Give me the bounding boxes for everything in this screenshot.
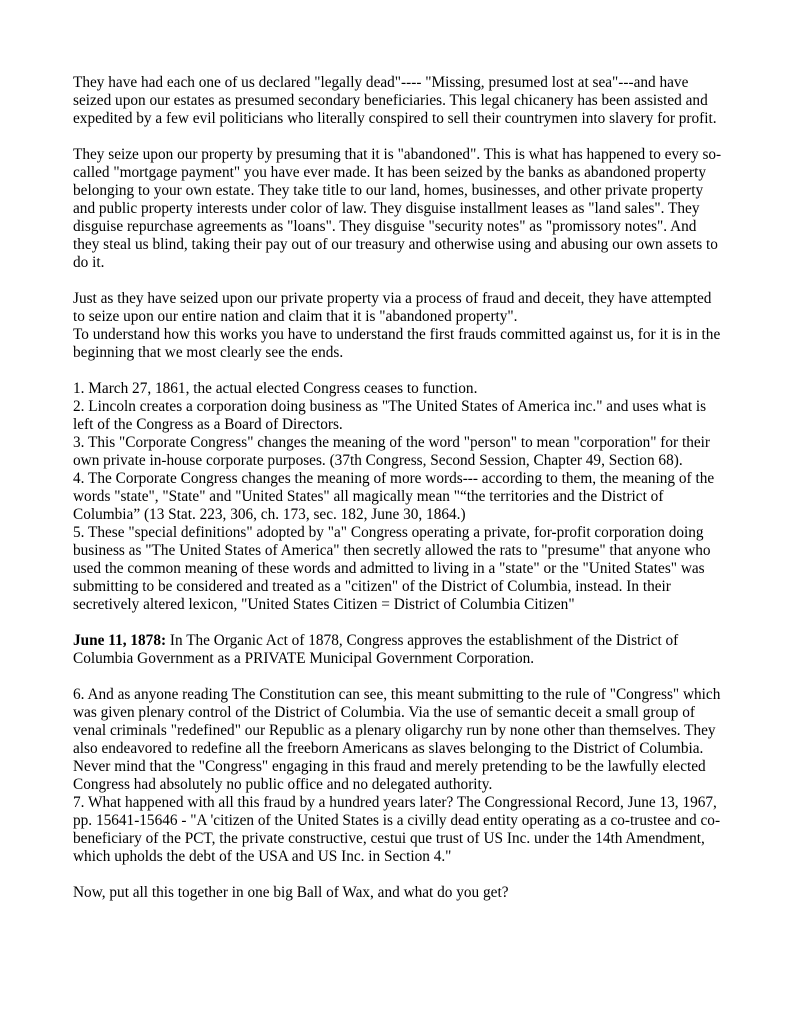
list-item: 1. March 27, 1861, the actual elected Congress ceases to function. <box>73 380 478 397</box>
list-item: 4. The Corporate Congress changes the meaning of more words--- according to them, the meaning of the words "state", "State" and "United States" all magically mean "“the territories and the District of Columbia” (13 Stat. 223, 306, ch. 173, sec. 182, June 30, 1864.) <box>73 470 715 523</box>
paragraph-nation-seizure-line1: Just as they have seized upon our private property via a process of fraud and deceit, they have attempted to seize upon our entire nation and claim that it is "abandoned property". <box>73 290 712 325</box>
paragraph-legally-dead: They have had each one of us declared "legally dead"---- "Missing, presumed lost at sea"---and have seized upon our estates as presumed secondary beneficiaries. This legal chicanery has been assisted and expedited by a few evil politicians who literally conspired to sell their countrymen into slavery for profit. <box>73 74 717 127</box>
numbered-list-6-7 <box>73 686 725 866</box>
paragraph-organic-act <box>73 632 725 668</box>
paragraph-nation-seizure-line2: To understand how this works you have to understand the first frauds committed against us, for it is in the beginning that we most clearly see the ends. <box>73 326 721 361</box>
list-item: 6. And as anyone reading The Constitution can see, this meant submitting to the rule of "Congress" which was given plenary control of the District of Columbia. Via the use of semantic deceit a small group of venal criminals "redefined" our Republic as a plenary oligarchy run by none other than themselves. They also endeavored to redefine all the freeborn Americans as slaves belonging to the District of Columbia. Never mind that the "Congress" engaging in this fraud and merely pretending to be the lawfully elected Congress had absolutely no public office and no delegated authority. <box>73 686 721 793</box>
organic-act-date: June 11, 1878: <box>73 632 167 649</box>
list-item: 5. These "special definitions" adopted by "a" Congress operating a private, for-profit corporation doing business as "The United States of America" then secretly allowed the rats to "presume" that anyone who used the common meaning of these words and admitted to living in a "state" or the "United States" was submitting to be considered and treated as a "citizen" of the District of Columbia, instead. In their secretively altered lexicon, "United States Citizen = District of Columbia Citizen" <box>73 524 711 613</box>
numbered-list-1-5 <box>73 380 725 614</box>
document-page <box>73 74 725 920</box>
organic-act-text: In The Organic Act of 1878, Congress approves the establishment of the District of Columbia Government as a PRIVATE Municipal Government Corporation. <box>73 632 679 667</box>
paragraph-ball-of-wax: Now, put all this together in one big Ball of Wax, and what do you get? <box>73 884 509 901</box>
paragraph-abandoned-property: They seize upon our property by presuming that it is "abandoned". This is what has happened to every so-called "mortgage payment" you have ever made. It has been seized by the banks as abandoned property belonging to your own estate. They take title to our land, homes, businesses, and other private property and public property interests under color of law. They disguise installment leases as "land sales". They disguise repurchase agreements as "loans". They disguise "security notes" as "promissory notes". And they steal us blind, taking their pay out of our treasury and otherwise using and abusing our own assets to do it. <box>73 146 722 271</box>
paragraph-nation-seizure <box>73 290 725 362</box>
list-item: 3. This "Corporate Congress" changes the meaning of the word "person" to mean "corporation" for their own private in-house corporate purposes. (37th Congress, Second Session, Chapter 49, Section 68). <box>73 434 711 469</box>
list-item: 2. Lincoln creates a corporation doing business as "The United States of America inc." and uses what is left of the Congress as a Board of Directors. <box>73 398 707 433</box>
list-item: 7. What happened with all this fraud by a hundred years later? The Congressional Record, June 13, 1967, pp. 15641-15646 - "A 'citizen of the United States is a civilly dead entity operating as a co-trustee and co-beneficiary of the PCT, the private constructive, cestui que trust of US Inc. under the 14th Amendment, which upholds the debt of the USA and US Inc. in Section 4." <box>73 794 721 865</box>
